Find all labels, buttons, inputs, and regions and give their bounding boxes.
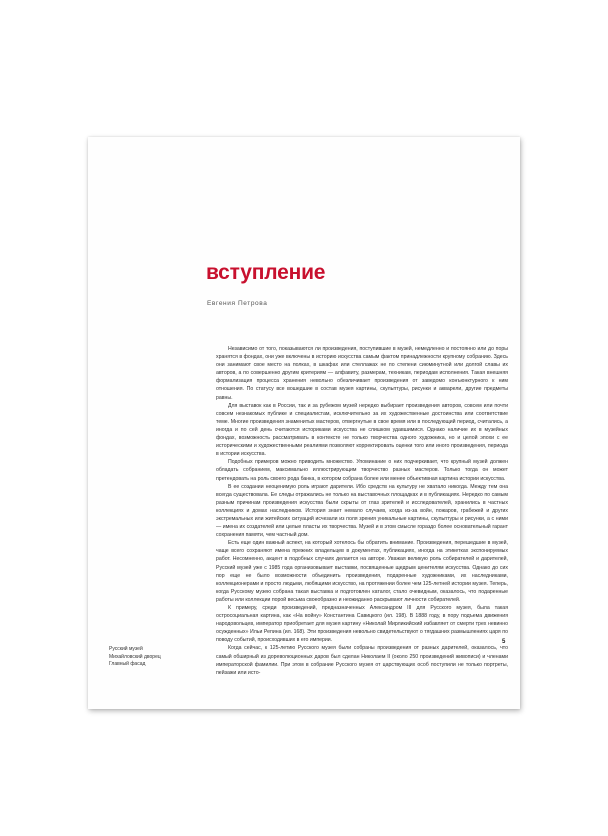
illustration-caption — [109, 646, 161, 669]
author-name: Евгения Петрова — [207, 300, 268, 307]
paragraph: Подобных примеров можно приводить множество. Упоминание о них подчеркивает, что крупный музей должен обладать собранием, максимально иллюстрирующим творчество разных мастеров. Только тогда он может претендовать на роль своего рода банка, в котором собрана более или менее объективная картина истории искусства. — [216, 459, 508, 482]
page-title: вступление — [206, 261, 326, 284]
page-number: 5 — [502, 639, 506, 645]
body-text — [216, 345, 508, 677]
paragraph: Когда сейчас, к 125-летию Русского музея были собраны произведения от разных дарителей, оказалось, что самый обширный из дореволюционных даров был сделан Николаем II (около 250 произведений живописи) и членами императорской фамилии. При этом в собрание Русского музея от царствующих особ поступили не только портреты, пейзажи или исто- — [216, 645, 508, 676]
paragraph: К примеру, среди произведений, предназначенных Александром III для Русского музея, была такая остросоциальная картина, как «На войну» Константина Савицкого (ил. 198). В 1888 году, в пору подъема движения народовольцев, император приобретает для музея картину «Николай Мирликийский избавляет от смерти трех невинно осужденных» Ильи Репина (ил. 168). Эти произведения невольно свидетельствуют о тягдашних размышлениях царя по поводу событий, происходивших в его империи. — [216, 605, 508, 644]
paragraph: Есть еще один важный аспект, на который хотелось бы обратить внимание. Произведения, перешедшие в музей, чаще всего сохраняют имена прежних владельцев в документах, публикациях, иногда на этикетках экспонируемых работ. Несомненно, акцент в подобных случаях делается на авторе. Уважая великую роль собирателей и дарителей, Русский музей уже с 1985 года организовывает выставки, посвященные щедрым ценителям искусства. Однако до сих пор еще не было возможности объединить произведения, подаренные художниками, их наследниками, коллекционерами и просто людьми, любящими искусство, на протяжении более чем 125-летней истории музея. Теперь, когда Русскому музею собрана такая выставка и подготовлен каталог, стало очевидным, оказалось, что подаренные работы или коллекции порой весьма своеобразно и неожиданно раскрывают личности собирателей. — [216, 540, 508, 603]
caption-line: Русский музей — [109, 646, 143, 652]
paragraph: В ее создании неоценимую роль играют дарители. Ибо средств на культуру не хватало никогда. Между тем она всегда существовала. Ее следы отражались не только на выставочных площадках и в публикациях. Нередко по самым разным причинам произведения искусства были скрыты от глаз зрителей и исследователей, хранились в частных коллекциях и домах наследников. История знает немало случаев, когда из-за войн, пожаров, грабежей и других экстремальных или житейских ситуаций исчезали из поля зрения уникальные картины, скульптуры и рисунки, а с ними — имена их создателей или целые пласты их творчества. Музей и в этом смысле гораздо более основательный гарант сохранения памяти, чем частный дом. — [216, 483, 508, 539]
paragraph: Независимо от того, показываются ли произведения, поступившие в музей, немедленно и постоянно или до поры хранятся в фондах, они уже включены в историю искусства самым фактом принадлежности крупному собранию. Здесь они занимают свое место на полках, в шкафах или стеллажах не по степени сиюминутной или долгой славы их авторов, а по совершенно другим критериям — алфавиту, размерам, техникам, периодам исполнения. Такая внешняя формализация процесса хранения невольно обезличивает произведения от заведомо конъюнктурного к ним отношения. По статусу все вошедшие в состав музея картины, скульптуры, рисунки и акварели, другие предметы равны. — [216, 346, 508, 401]
caption-line: Главный фасад — [109, 661, 146, 668]
book-page — [88, 137, 520, 709]
caption-line: Михайловский дворец — [109, 653, 161, 660]
paragraph: Для выставок как в России, так и за рубежом музей нередко выбирает произведения авторов, совсем или почти совсем незнакомых публике и специалистам, исключительно за их художественные достоинства или соответствие теме. Многие произведения знаменитых мастеров, отвергнутые в свое время или в последующий период, считались, а иногда и по сей день считаются историками искусства не слишком удавшимися. Однако наличие их в музейных фондах, возможность рассматривать в контексте не только творчества одного художника, но и целой эпохи с ее историческими и художественными реалиями позволяют корректировать оценки того или иного произведения, периода в истории искусства. — [216, 402, 508, 458]
